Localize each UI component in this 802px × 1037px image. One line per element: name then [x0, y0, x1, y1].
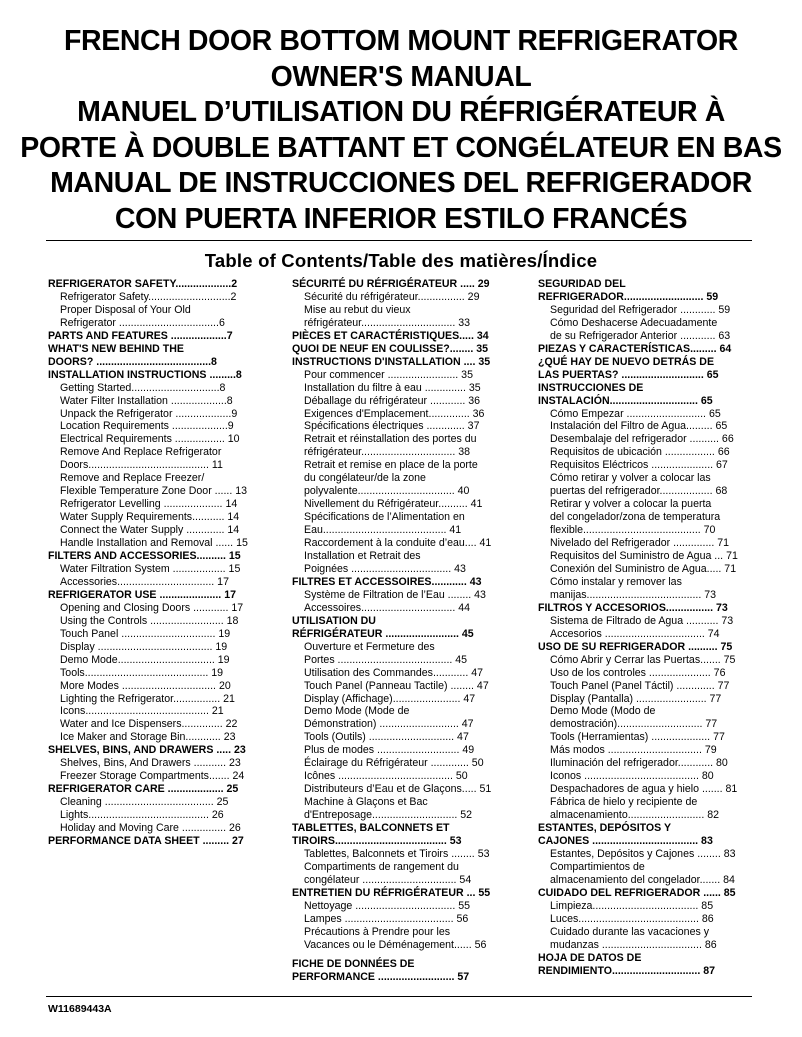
toc-section-entry: WHAT'S NEW BEHIND THE [48, 342, 184, 355]
toc-section-entry: DOORS? .......................................8 [48, 355, 217, 368]
toc-subentry: Demo Mode................................. 19 [60, 653, 230, 666]
toc-section-entry: TABLETTES, BALCONNETS ET [292, 822, 450, 835]
toc-subentry: Icônes ....................................... 50 [304, 770, 468, 783]
toc-subentry: Shelves, Bins, And Drawers ........... 23 [60, 757, 241, 770]
toc-section-entry: TIROIRS...................................... 53 [292, 834, 462, 847]
toc-subentry: Compartiments de rangement du [304, 860, 459, 873]
toc-subentry: Instalación del Filtro de Agua......... 65 [550, 420, 728, 433]
toc-section-entry: QUOI DE NEUF EN COULISSE?........ 35 [292, 342, 489, 355]
toc-subentry: Remove And Replace Refrigerator [60, 446, 222, 459]
toc-subentry: Flexible Temperature Zone Door ...... 13 [60, 485, 248, 498]
toc-subentry: Touch Panel (Panel Táctil) ............. 77 [550, 679, 730, 692]
toc-subentry: Refrigerator Levelling .................... 14 [60, 498, 238, 511]
toc-subentry: Cleaning ..................................... 25 [60, 796, 229, 809]
toc-subentry: Lighting the Refrigerator................ 21 [60, 692, 235, 705]
toc-section-entry: INSTRUCTIONS D'INSTALLATION .... 35 [292, 355, 491, 368]
toc-subentry: Pour commencer ........................ 35 [304, 368, 473, 381]
document-number: W11689443A [48, 1003, 112, 1015]
toc-subentry: Doors......................................... 11 [60, 459, 223, 472]
toc-subentry: puertas del refrigerador.................. 68 [550, 485, 728, 498]
toc-section-entry: REFRIGERATOR SAFETY...................2 [48, 278, 238, 290]
toc-subentry: Remove and Replace Freezer/ [60, 472, 205, 485]
toc-section-entry: FICHE DE DONNÉES DE [292, 957, 415, 970]
toc-subentry: Compartimientos de [550, 860, 645, 873]
toc-section-entry: PARTS AND FEATURES ...................7 [48, 329, 233, 342]
toc-subentry: Iconos ....................................... 80 [550, 770, 714, 783]
toc-section-entry: CAJONES .................................... 83 [538, 834, 713, 847]
toc-subentry: Demo Mode (Modo de [550, 705, 656, 718]
toc-section-entry: RENDIMIENTO.............................. 87 [538, 964, 715, 977]
toc-subentry: Portes ....................................... 45 [304, 653, 468, 666]
toc-subentry: Cómo instalar y remover las [550, 575, 682, 588]
toc-subentry: Display (Pantalla) ........................ 77 [550, 692, 722, 705]
toc-subentry: Machine à Glaçons et Bac [304, 796, 428, 809]
toc-section-entry: REFRIGERATOR CARE ................... 25 [48, 783, 239, 796]
toc-subentry: flexible........................................ 70 [550, 524, 716, 537]
toc-subentry: Uso de los controles ..................... 76 [550, 666, 726, 679]
toc-subentry: Icons.......................................... 21 [60, 705, 224, 718]
toc-section-entry: PERFORMANCE DATA SHEET ......... 27 [48, 834, 244, 847]
toc-subentry: Accessoires................................ 44 [304, 601, 471, 614]
toc-subentry: Cómo Deshacerse Adecuadamente [550, 316, 718, 329]
toc-subentry: Requisitos Eléctricos ..................... 67 [550, 459, 728, 472]
toc-subentry: Water Filter Installation ...................8 [60, 394, 233, 407]
toc-subentry: Utilisation des Commandes............ 47 [304, 666, 483, 679]
toc-heading: Table of Contents/Table des matières/Índice [204, 250, 598, 271]
toc-subentry: Unpack the Refrigerator ...................9 [60, 407, 238, 420]
toc-subentry: Fábrica de hielo y recipiente de [550, 796, 698, 809]
toc-subentry: Ouverture et Fermeture des [304, 640, 435, 653]
toc-subentry: Précautions à Prendre pour les [304, 925, 451, 938]
manual-title [0, 24, 802, 237]
toc-subentry: Refrigerator ..................................6 [60, 316, 225, 329]
toc-subentry: almacenamiento.......................... 82 [550, 809, 719, 822]
toc-subentry: Iluminación del refrigerador............ 80 [550, 757, 728, 770]
toc-subentry: Handle Installation and Removal ...... 15 [60, 537, 248, 550]
toc-subentry: Cómo Empezar ........................... 65 [550, 407, 721, 420]
toc-section-entry: SÉCURITÉ DU RÉFRIGÉRATEUR ..... 29 [292, 278, 490, 290]
toc-subentry: Accessories................................. 17 [60, 575, 229, 588]
toc-subentry: Spécifications électriques ............. 37 [304, 420, 480, 433]
toc-section-entry: PERFORMANCE .......................... 57 [292, 970, 470, 983]
toc-subentry: Using the Controls ......................... 18 [60, 614, 239, 627]
toc-subentry: Nettoyage .................................. 55 [304, 899, 471, 912]
toc-subentry: Déballage du réfrigérateur ............ 36 [304, 394, 481, 407]
toc-subentry: Tools.......................................... 19 [60, 666, 224, 679]
toc-subentry: Cómo Abrir y Cerrar las Puertas....... 75 [550, 653, 736, 666]
toc-subentry: Requisitos de ubicación ................. 66 [550, 446, 730, 459]
toc-subentry: Retrait et remise en place de la porte [304, 459, 478, 472]
title-line: MANUAL DE INSTRUCCIONES DEL REFRIGERADOR [50, 167, 752, 199]
toc-section-entry: ESTANTES, DEPÓSITOS Y [538, 822, 672, 835]
toc-subentry: Refrigerator Safety............................2 [60, 290, 237, 303]
toc-subentry: Proper Disposal of Your Old [60, 303, 191, 316]
toc-subentry: Démonstration) ........................... 47 [304, 718, 474, 731]
toc-subentry: Distributeurs d’Eau et de Glaçons..... 51 [304, 783, 492, 796]
toc-subentry: réfrigérateur................................ 33 [304, 316, 471, 329]
toc-subentry: Holiday and Moving Care ............... 26 [60, 822, 241, 835]
toc-subentry: Lampes ..................................... 56 [304, 912, 469, 925]
toc-section-entry: RÉFRIGÉRATEUR ......................... 45 [292, 627, 474, 640]
toc-subentry: Raccordement à la conduite d’eau.... 41 [304, 537, 492, 550]
toc-section-entry: ¿QUÉ HAY DE NUEVO DETRÁS DE [538, 355, 715, 368]
toc-section-entry: REFRIGERADOR........................... 59 [538, 290, 719, 303]
toc-section-entry: CUIDADO DEL REFRIGERADOR ...... 85 [538, 886, 736, 899]
toc-subentry: Location Requirements ...................9 [60, 420, 234, 433]
toc-subentry: Vacances ou le Déménagement...... 56 [304, 938, 487, 951]
toc-subentry: Display (Affichage)....................... 47 [304, 692, 476, 705]
toc-subentry: Nivelado del Refrigerador .............. 71 [550, 537, 730, 550]
toc-section-entry: PIÈCES ET CARACTÉRISTIQUES..... 34 [292, 329, 489, 342]
toc-subentry: Éclairage du Réfrigérateur ............. 50 [304, 757, 484, 770]
toc-subentry: Exigences d'Emplacement.............. 36 [304, 407, 485, 420]
toc-subentry: Luces......................................... 86 [550, 912, 714, 925]
toc-subentry: Desembalaje del refrigerador .......... 66 [550, 433, 734, 446]
toc-subentry: Tablettes, Balconnets et Tiroirs ........ 53 [304, 847, 490, 860]
title-line: FRENCH DOOR BOTTOM MOUNT REFRIGERATOR [64, 25, 738, 57]
toc-section-entry: FILTRES ET ACCESSOIRES............ 43 [292, 575, 482, 588]
toc-section-entry: INSTALACIÓN.............................. 65 [538, 394, 713, 407]
toc-subentry: d'Entreposage............................. 52 [304, 809, 473, 822]
toc-subentry: congélateur ................................ 54 [304, 873, 472, 886]
toc-section-entry: SHELVES, BINS, AND DRAWERS ..... 23 [48, 744, 246, 757]
toc-subentry: Installation du filtre à eau .............. 35 [304, 381, 481, 394]
toc-subentry: Limpieza.................................... 85 [550, 899, 714, 912]
title-line: PORTE À DOUBLE BATTANT ET CONGÉLATEUR EN BAS [20, 131, 782, 164]
toc-subentry: mudanzas .................................. 86 [550, 938, 717, 951]
top-divider [46, 240, 752, 241]
toc-section-entry: UTILISATION DU [292, 614, 376, 627]
toc-subentry: Lights......................................... 26 [60, 809, 224, 822]
toc-subentry: Sistema de Filtrado de Agua ........... 73 [550, 614, 734, 627]
toc-subentry: Installation et Retrait des [304, 550, 421, 563]
toc-section-entry: PIEZAS Y CARACTERÍSTICAS......... 64 [538, 342, 732, 355]
toc-subentry: polyvalente................................. 40 [304, 485, 470, 498]
toc-section-entry: INSTRUCCIONES DE [538, 381, 644, 394]
toc-subentry: Opening and Closing Doors ............ 17 [60, 601, 244, 614]
toc-section-entry: INSTALLATION INSTRUCTIONS .........8 [48, 368, 242, 381]
toc-subentry: Mise au rebut du vieux [304, 303, 411, 316]
toc-subentry: Accesorios .................................. 74 [550, 627, 720, 640]
toc-subentry: Electrical Requirements ................. 10 [60, 433, 240, 446]
toc-subentry: Ice Maker and Storage Bin............ 23 [60, 731, 236, 744]
toc-subentry: Système de Filtration de l’Eau ........ 43 [304, 588, 486, 601]
toc-section-entry: FILTERS AND ACCESSORIES.......... 15 [48, 550, 241, 563]
toc-subentry: Retirar y volver a colocar la puerta [550, 498, 712, 511]
toc-section-entry: HOJA DE DATOS DE [538, 951, 642, 964]
toc-subentry: Poignées .................................. 43 [304, 562, 466, 575]
toc-section-entry: LAS PUERTAS? ............................ 65 [538, 368, 719, 381]
toc-subentry: réfrigérateur................................ 38 [304, 446, 471, 459]
toc-subentry: Eau.......................................... 41 [304, 524, 462, 537]
toc-subentry: Tools (Herramientas) .................... 77 [550, 731, 725, 744]
toc-subentry: Conexión del Suministro de Agua..... 71 [550, 562, 737, 575]
toc-subentry: Tools (Outils) ............................. 47 [304, 731, 469, 744]
toc-subentry: Freezer Storage Compartments....... 24 [60, 770, 245, 783]
toc-subentry: Demo Mode (Mode de [304, 705, 410, 718]
toc-section-entry: FILTROS Y ACCESORIOS................ 73 [538, 601, 728, 614]
title-line: OWNER'S MANUAL [270, 60, 532, 93]
toc-subentry: Plus de modes ............................ 49 [304, 744, 475, 757]
toc-subentry: Touch Panel (Panneau Tactile) ........ 47 [304, 679, 489, 692]
toc-subentry: Connect the Water Supply ............. 14 [60, 524, 240, 537]
toc-subentry: Cuidado durante las vacaciones y [550, 925, 710, 938]
toc-subentry: Getting Started..............................8 [60, 381, 226, 394]
toc-subentry: Despachadores de agua y hielo ....... 81 [550, 783, 738, 796]
toc-subentry: Water and Ice Dispensers.............. 22 [60, 718, 238, 731]
toc-subentry: Nivellement du Réfrigérateur.......... 41 [304, 498, 483, 511]
toc-subentry: Estantes, Depósitos y Cajones ........ 83 [550, 847, 736, 860]
toc-section-entry: REFRIGERATOR USE ..................... 17 [48, 588, 236, 601]
toc-subentry: almacenamiento del congelador....... 84 [550, 873, 735, 886]
toc-section-entry: SEGURIDAD DEL [538, 278, 626, 290]
title-line: MANUEL D’UTILISATION DU RÉFRIGÉRATEUR À [77, 96, 725, 128]
toc-subentry: More Modes ................................ 20 [60, 679, 231, 692]
toc-section-entry: ENTRETIEN DU RÉFRIGÉRATEUR ... 55 [292, 886, 491, 899]
title-line: CON PUERTA INFERIOR ESTILO FRANCÉS [114, 202, 688, 235]
bottom-divider [46, 996, 752, 997]
toc-section-entry: USO DE SU REFRIGERADOR .......... 75 [538, 640, 733, 653]
toc-column-english [48, 278, 286, 848]
toc-subentry: manijas....................................... 73 [550, 588, 717, 601]
toc-subentry: Cómo retirar y volver a colocar las [550, 472, 711, 485]
toc-subentry: Water Filtration System .................. 15 [60, 562, 241, 575]
toc-subentry: Requisitos del Suministro de Agua ... 71 [550, 550, 738, 563]
toc-subentry: Water Supply Requirements........... 14 [60, 511, 240, 524]
toc-subentry: de su Refrigerador Anterior ............ 63 [550, 329, 731, 342]
toc-subentry: Retrait et réinstallation des portes du [304, 433, 477, 446]
toc-subentry: Display ....................................... 19 [60, 640, 228, 653]
toc-subentry: Touch Panel ................................ 19 [60, 627, 231, 640]
toc-column-spanish [538, 278, 782, 977]
toc-subentry: del congelador/zona de temperatura [550, 511, 721, 524]
toc-subentry: Spécifications de l’Alimentation en [304, 511, 465, 524]
toc-subentry: Seguridad del Refrigerador ............ 59 [550, 303, 731, 316]
toc-subentry: Más modos ................................ 79 [550, 744, 717, 757]
toc-column-french [292, 278, 530, 983]
toc-subentry: demostración)............................. 77 [550, 718, 718, 731]
toc-subentry: du congélateur/de la zone [304, 472, 426, 485]
toc-subentry: Sécurité du réfrigérateur................ 29 [304, 290, 480, 303]
